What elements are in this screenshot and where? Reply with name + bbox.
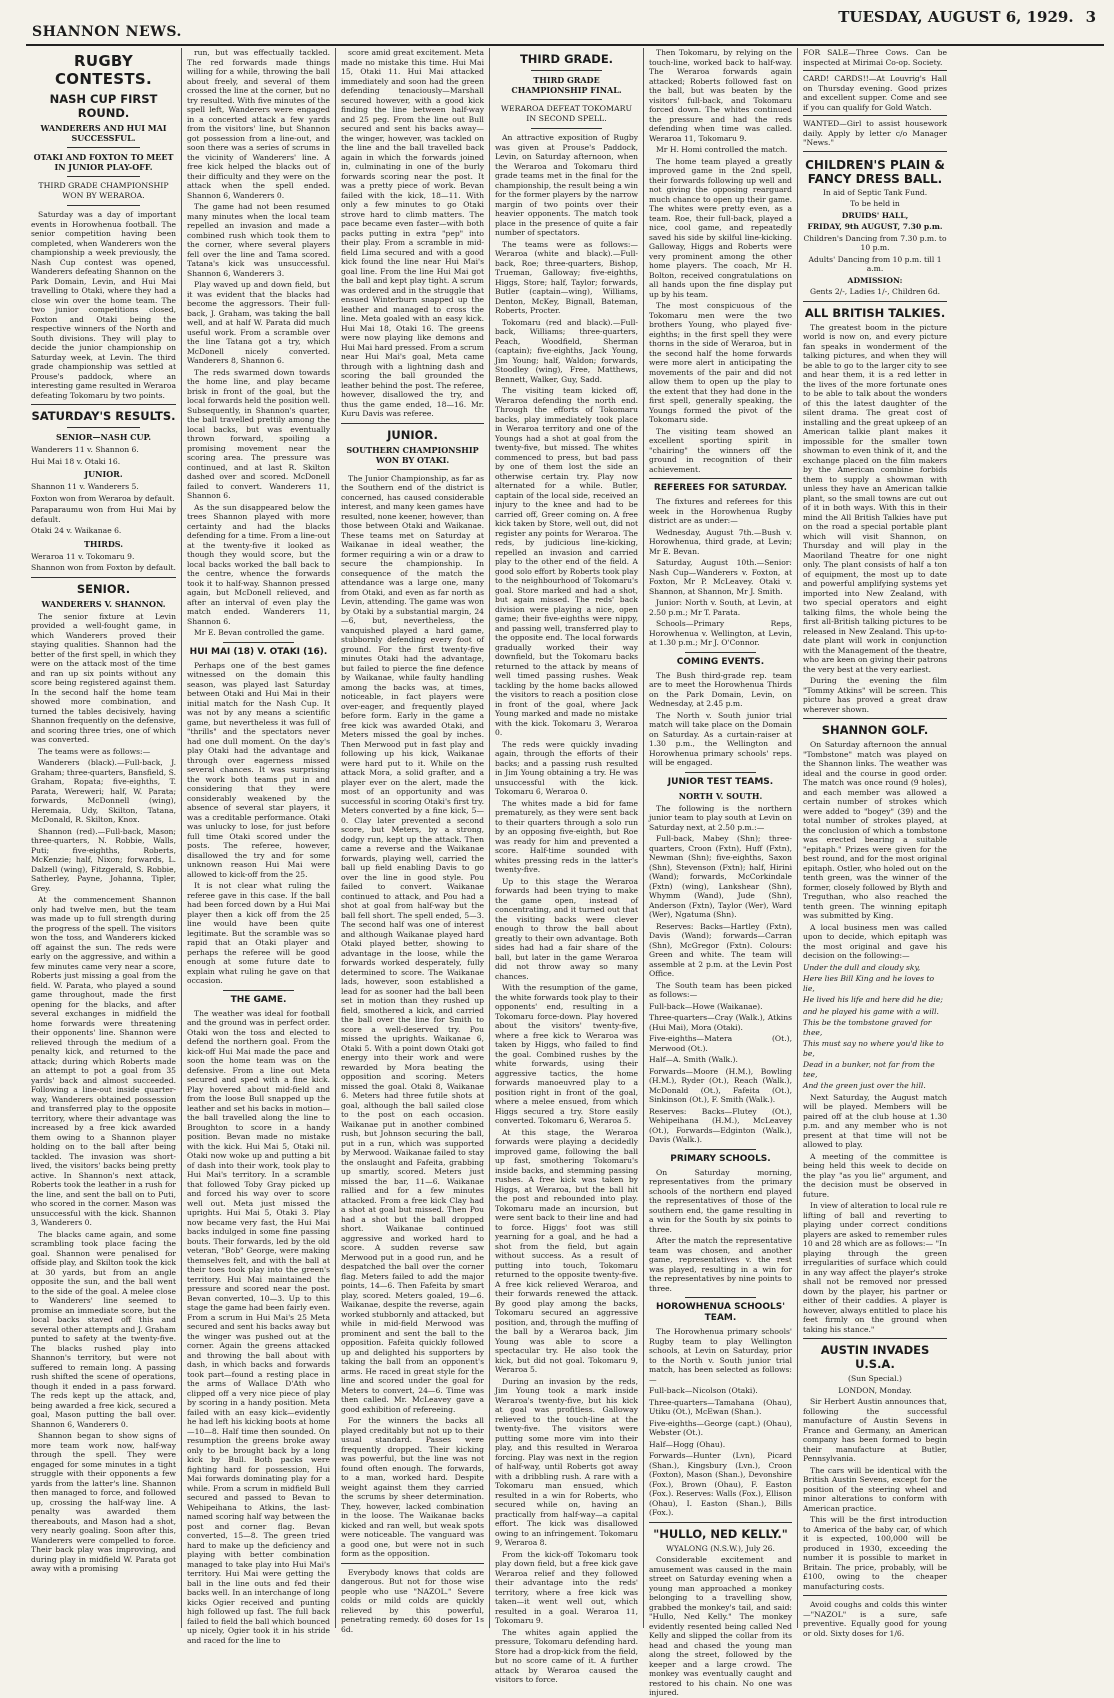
divider <box>803 301 947 302</box>
ball-line: Children's Dancing from 7.30 p.m. to 10 p.m. <box>803 233 947 252</box>
article-paragraph: A local business men was called upon to decide, which epitaph was the most original and gave his decision on the following:— <box>803 922 947 960</box>
dateline: LONDON, Monday. <box>838 1385 912 1395</box>
article-paragraph: Saturday, August 10th.—Senior: Nash Cup—Wanderers v. Foxton, at Foxton, Mr P. McLeavey. Otaki v. Shannon, at Shannon, Mr J. Smith. <box>649 558 792 596</box>
divider <box>223 990 295 991</box>
advertisement-nazol: Everybody knows that colds are dangerous. But not for those wise people who use "NAZOL." Severe colds or mild colds are quickly relieved by this powerful, penetrating remedy. 60 doses for 1s 6d. <box>341 1567 484 1634</box>
article-paragraph: Play waved up and down field, but it was evident that the blacks had become the aggressors. Their full-back, J. Graham, was taking the ball well, and at half W. Parata did much useful work. From a scramble over the line Tatana got a try, which McDonell nicely converted. Wanderers 8, Shannon 6. <box>187 280 330 365</box>
dateline: WYALONG (N.S.W.), July 26. <box>666 1543 775 1553</box>
article-paragraph: The following is the northern junior team to play south at Levin on Saturday next, at 2.50 p.m.:— <box>649 803 792 832</box>
divider <box>685 652 757 653</box>
article-paragraph: The greatest boom in the picture world is now on, and every picture fan speaks in wonderment of the talking pictures, and when they will be able to go to the larger city to see and hear them, it is a red letter in the lives of the more fortunate ones to be able to talk about the wonders of this the latest daughter of the silent drama. The great cost of installing and the great upkeep of an American talkie plant makes it impossible for the smaller town showman to even think of it, and the exchange placed on the film makers by the American combine forbids them to supply a showman with unless they have an American talkie plant, so the small towns are cut out of it in both ways. With this in their mind the All British Talkies have put on the road a special portable plant which will visit Shannon, on Thursday and will play in the Maoriland Theatre for one night only. The plant consists of half a ton of equipment, the most up to date and powerful amplifying systems yet imported into New Zealand, with two special operators and eight talking films, the whole being the first all-British talking pictures to be released in New Zealand. This up-to-date plant will work in conjunction with the Management of the theatre, who are keen on giving their patrons the very best at the very earliest. <box>803 322 947 674</box>
team-line: Three-quarters—Tamahana (Ohau), Utiku (Ot.), McEwan (Shan.). <box>649 1397 792 1416</box>
results-senior-label: SENIOR—NASH CUP. <box>55 432 151 442</box>
article-paragraph: score amid great excitement. Meta made no mistake this time. Hui Mai 15, Otaki 11. Hui Mai attacked immediately and soon had the green defending tenaciously—Marshall secured however, with a good kick finding the line between half-way and 25 peg. From the line out Bull secured and sent his backs away—the winger, however, was tackled on the line and the ball travelled back again in which the forwards joined in, culminating in one of the burly forwards scoring near the post. It was a pretty piece of work. Bevan failed with the kick, 18—11. With only a few minutes to go Otaki strove hard to climb matters. The pace became even faster—with both packs putting in extra "pep" into their play. From a scramble in mid-field Lima secured and with a good kick found the line near Hui Mai's goal line. From the line Hui Mai got the ball and kept play tight. A scrum was ordered and in the struggle that ensued Winterburn snapped up the leather and managed to cross the line. Meta goaled with an easy kick. Hui Mai 18, Otaki 16. The greens were now playing like demons and Hui Mai hard pressed. From a scrum near Hui Mai's goal, Meta came through with a lightning dash and scoring the ball grounded the leather behind the post. The referee, however, disallowed the try, and thus the game ended, 18—16. Mr. Kuru Davis was referee. <box>341 48 484 418</box>
article-paragraph: The visiting team showed an excellent sporting spirit in "chairing" the winners off the ground in recognition of their achievement. <box>649 426 792 474</box>
article-paragraph: Wednesday, August 7th.—Bush v. Horowhenua, third grade, at Levin; Mr E. Bevan. <box>649 527 792 556</box>
article-paragraph: On Saturday afternoon the annual "Tombstone" match was played on the Shannon links. The weather was ideal and the course in good order. The match was once round (9 holes), and each member was allowed a certain number of strokes which were added to "bogey" (39) and the total number of strokes played, at the conclusion of which a tombstone was erected bearing a suitable "epitaph." Prizes were given for the best round, and for the most original epitaph. Ostler, who holed out on the tenth green, was the winner of the former, closely followed by Blyth and Treguthan, who also reached the tenth green. The winning epitaph was submitted by King. <box>803 740 947 920</box>
divider <box>67 205 140 206</box>
classified-cards <box>803 70 947 112</box>
article-paragraph: Shannon (red).—Full-back, Mason; three-quarters, N. Robbie, Walls, Puti; five-eighths, Roberts, McKenzie; half, Nixon; forwards, L. Dalzell (wing), Fitzgerald, S. Robbie, Satherley, Payne, Johanna, Tipler, Grey. <box>31 826 176 893</box>
article-paragraph: The game had not been resumed many minutes when the local team repelled an invasion and made a combined rush which took them to the corner, where several players fell over the line and Tama scored. Tatana's kick was unsuccessful. Shannon 6, Wanderers 3. <box>187 202 330 278</box>
article-paragraph: Junior: North v. South, at Levin, at 2.50 p.m.; Mr T. Parata. <box>649 598 792 617</box>
article-paragraph: During an invasion by the reds, Jim Young took a mark inside Weraroa's twenty-five, but his kick at goal was profitless. Galloway relieved to the touch-line at the twenty-five. The visitors were putting some more vim into their play, and this resulted in Weraroa forcing. Play was next in the region of half-way, until Roberts got away with a dribbling rush. A rare with a Tokomaru man ensued, which resulted in a win for Roberts, who secured while on, having an practically from half-way—a capital effort. The kick was disallowed owing to an infringement. Tokomaru 9, Weraroa 8. <box>495 1376 638 1547</box>
team-line: Half—A. Smith (Walk.). <box>649 1055 738 1064</box>
divider <box>341 423 484 424</box>
divider <box>685 772 757 773</box>
ball-date: FRIDAY, 9th AUGUST, 7.30 p.m. <box>807 222 943 231</box>
article-paragraph: An attractive exposition of Rugby was given at Prouse's Paddock, Levin, on Saturday afternoon, when the Weraroa and Tokomaru third grade teams met in the final for the championship, the result being a win for the former players by the narrow margin of two points over their heavier opponents. The match took place in the presence of quite a fair number of spectators. <box>495 133 638 237</box>
team-line: Forwards—Hunter (Lvn), Picard (Shan.), Kingsbury (Lvn.), Croon (Foxton), Mason (Shan.), Devonshire (Fox.), Brown (Ohau), F. Easton (Fox.). Reserves: Walls (Fox.), Ellison (Ohau), I. Easton (Shan.), Bills (Fox.). <box>649 1451 792 1517</box>
headline-primary-schools: PRIMARY SCHOOLS. <box>670 1153 771 1164</box>
divider <box>223 642 295 643</box>
column-4 <box>490 48 644 1684</box>
headline-coming-events: COMING EVENTS. <box>676 656 765 667</box>
headline-nash-cup: NASH CUP FIRST ROUND. <box>49 92 158 120</box>
divider <box>31 577 176 578</box>
divider <box>31 404 176 405</box>
team-line: Five-eighths—George (capt.) (Ohau), Webster (Ot.). <box>649 1418 792 1437</box>
article-paragraph: The senior fixture at Levin provided a well-fought game, in which Wanderers proved their staying qualities. Shannon had the better of the first spell, in which they were on the attack most of the time and ran up six points without any score being registered against them. In the second half the home team showed more combination, and turned the tables decisively, having Shannon frequently on the defensive, and scoring three tries, one of which was converted. <box>31 611 176 744</box>
headline-the-game: THE GAME. <box>230 994 287 1005</box>
article-paragraph: At the commencement Shannon only had twelve men, but the team was made up to full strength during the progress of the spell. The visitors won the toss, and Wanderers kicked off against the sun. The reds were early on the aggressive, and within a few minutes came very near a score, Roberts just missing a goal from the field. W. Parata, who played a sound game throughout, made the first opening for the blacks, and after several exchanges in midfield the home forwards were threatening their opponents' line. Shannon were relieved through the medium of a penalty kick, and returned to the attack; during which Roberts made an attempt to pot a goal from 35 yards' back and almost succeeded. Following a line-out inside quarter-way, Wanderers obtained possession and transferred play to the opposite territory, where their advantage was increased by a free kick awarded them owing to a Shannon player holding on to the ball after being tackled. The invasion was short-lived, the visitors' backs being pretty active. In Shannon's next attack, Roberts took the leather in a rush for the line, and sent the ball on to Puti, who scored in the corner. Mason was unsuccessful with the kick. Shannon 3, Wanderers 0. <box>31 895 176 1227</box>
divider <box>67 147 140 148</box>
result-line: Shannon 11 v. Wanderers 5. <box>31 482 139 491</box>
article-paragraph: Next Saturday, the August match will be played. Members will be paired off at the club house at 1.30 p.m. and any member who is not present at that time will not be allowed to play. <box>803 1092 947 1149</box>
paper-name: SHANNON NEWS. <box>32 24 182 40</box>
epitaph-line: and he played his game with a will. <box>803 1006 939 1016</box>
article-paragraph: The reds were quickly invading again, through the efforts of their backs; and a passing rush resulted in Jim Young obtaining a try. He was unsuccessful with the kick. Tokomaru 6, Weraroa 0. <box>495 739 638 796</box>
article-paragraph: Full-back, Mabey (Shn); three-quarters, Croon (Fxtn), Huff (Fxtn), Newman (Shn); five-eighths, Saxon (Shn), Stevenson (Fxtn); half, Hirini (Wand); forwards, McCorkindale (Fxtn) (wing), Lankshear (Shn), Whymm (Wand), Jude (Shn), Anderson (Fxtn), Taylor (Wer), Ward (Wer), Ngatuma (Shn). <box>649 834 792 919</box>
article-paragraph: Sir Herbert Austin announces that, following the successful manufacture of Austin Sevens in France and Germany, an American company has been formed to begin their manufacture at Butler, Pennsylvania. <box>803 1397 947 1463</box>
article-paragraph: Tokomaru (red and black).—Full-back, Williams; three-quarters, Peach, Woodfield, Sherman (captain); five-eighths, Jack Young, Jim Young; half, Waldon; forwards, Stoodley (wing), Free, Matthews, Bennett, Walker, Guy, Sadd. <box>495 317 638 384</box>
headline-junior: JUNIOR. <box>387 427 438 442</box>
headline-senior: SENIOR. <box>76 581 131 596</box>
team-line: Five-eighths—Matera (Ot.), Merwood (Ot.). <box>649 1034 792 1053</box>
article-paragraph: From the kick-off Tokomaru took play down field, but a free kick gave Weraroa relief and they followed their advantage into the reds' territory, where a free kick was taken—it went well out, which resulted in a goal. Weraroa 11, Tokomaru 9. <box>495 1549 638 1625</box>
ball-line: Gents 2/-, Ladies 1/-, Children 6d. <box>810 287 940 296</box>
epitaph-line: This be the tombstone graved for thee, <box>803 1018 932 1037</box>
article-paragraph: The North v. South junior trial match will take place on the Domain on Saturday. As a curtain-raiser at 1.30 p.m., the Wellington and Horowhenua primary schools' reps. will be engaged. <box>649 710 792 767</box>
divider <box>67 176 140 177</box>
article-paragraph: The Horowhenua primary schools' Rugby team to play Wellington schools, at Levin on Saturday, prior to the North v. South junior trial match, has been selected as follows:— <box>649 1327 792 1384</box>
epitaph-line: He lived his life and here did he die; <box>803 995 943 1004</box>
article-paragraph: In view of alteration to local rule re lifting of ball and reverting to playing under correct conditions players are asked to remember rules 10 and 28 which are as follows:— "In playing through the green irregularities of surface which could in any way affect the player's stroke shall not be removed nor pressed down by the player, his partner or either of their caddies. A player is however, always entitled to place his feet firmly on the ground when taking his stance." <box>803 1201 947 1334</box>
result-line: Foxton won from Weraroa by default. <box>31 493 175 503</box>
result-line: Wanderers 11 v. Shannon 6. <box>31 445 139 454</box>
article-paragraph: At this stage, the Weraroa forwards were playing a decidedly improved game, following the ball up fast, smothering Tokomaru's inside backs, and stemming passing rushes. A free kick was taken by Higgs, at Weraroa, but the ball hit the post and rebounded into play. Tokomaru made an incursion, but were sent back to their line and had to force. Higgs' foot was still yearning for a goal, and he had a shot from the field, but again without success. As a result of putting into touch, Tokomaru returned to the opposite twenty-five. A free kick relieved Weraroa, and their forwards renewed the attack. By good play among the backs, Tokomaru secured an aggressive position, and, through the muffing of the ball by a Weraroa back, Jim Young was able to score a spectacular try. He also took the kick, but did not goal. Tokomaru 9, Weraroa 5. <box>495 1127 638 1374</box>
epitaph-line: This must say no where you'd like to be, <box>803 1039 944 1058</box>
column-6 <box>798 48 952 1638</box>
article-paragraph: The most conspicuous of the Tokomaru men were the two brothers Young, who played five-eighths; in the first spell they were thorns in the side of Weraroa, but in the second half the home forwards were more alert in anticipating the movements of the pair and did not allow them to open up the play to the extent that they had done in the first spell, generally speaking, the Youngs formed the pivot of the Tokomaru side. <box>649 301 792 424</box>
results-thirds-label: THIRDS. <box>83 538 124 549</box>
masthead-rule <box>26 44 1104 46</box>
article-paragraph: This will be the first introduction to America of the baby car, of which it is expected, 100,000 will be produced in 1930, exceeding the number it is possible to market in Britain. The price, probably, will be £100, owing to the cheaper manufacturing costs. <box>803 1515 947 1591</box>
ball-line: In aid of Septic Tank Fund. <box>822 187 928 197</box>
article-paragraph: The visiting team kicked off, Weraroa defending the north end. Through the efforts of Tokomaru backs, play immediately took place in Weraroa territory and one of the Youngs had a shot at goal from the twenty-five, but missed. The whites commenced to press, but bad pass by one of them lost the side an otherwise certain try. Play now alternated for a while. Butler, captain of the local side, received an injury to the knee and had to be carried off, Greer coming on. A free kick taken by Store, well out, did not register any points for Weraroa. The reds, by judicious line-kicking, repelled an invasion and carried play to the other end of the field. A good solo effort by Roberts took play to the neighbourhood of Tokomaru's goal. Store marked and had a shot, but again missed. The reds' back division were playing a nice, open game; their five-eighths were nippy, and passing well, transferred play to the opposite end. The local forwards gradually worked their way downfield, but the Tokomaru backs returned to the attack by means of well timed passing rushes. Weak tackling by the home backs allowed the visitors to reach a position close in front of the goal, where Jack Young marked and made no mistake with the kick. Tokomaru 3, Weraroa 0. <box>495 386 638 737</box>
article-paragraph: The fixtures and referees for this week in the Horowhenua Rugby district are as under:— <box>649 497 792 525</box>
article-paragraph: The reds swarmed down towards the home line, and play became brisk in front of the goal, but the local forwards held the position well. Subsequently, in Shannon's quarter, the ball travelled prettily among the local backs, but was eventually thrown forward, spoiling a promising movement near the scoring area. The pressure was continued, and at last R. Skilton dashed over and scored. McDonell failed to convert. Wanderers 11, Shannon 6. <box>187 367 330 500</box>
divider <box>803 718 947 719</box>
ball-line: Adults' Dancing from 10 p.m. till 1 a.m. <box>808 254 942 273</box>
article-paragraph: The South team has been picked as follows:— <box>649 980 792 999</box>
article-paragraph: The Junior Championship, as far as the Southern end of the district is concerned, has caused considerable interest, and many keen games have resulted, none keener, however, than those between Otaki and Waikanae. These teams met on Saturday at Waikanae in ideal weather, the former requiring a win or a draw to secure the championship. In consequence of the match the attendance was a large one, many from Otaki, and even as far north as Levin, attending. The game was won by Otaki by a substantial margin, 24—6, but, nevertheless, the vanquished played a hard game, stubbornly defending every foot of ground. For the first twenty-five minutes Otaki had the advantage, but failed to pierce the fine defence by Waikanae, while faulty handling among the backs was, at times, noticeable, in fact players were over-eager, and frequently played before form. Early in the game a free kick was awarded Otaki, and Meters missed the goal by inches. Then Merwood put in fast play and following up his kick, Waikanae were hard put to it. While on the attack Mora, a solid grafter, and a player ever on the alert, made the most of an opportunity and was successful in scoring Otaki's first try. Meters converted by a fine kick, 5—0. Clay later prevented a second score, but Meters, by a strong, dodgy run, kept up the attack. Then came a reverse and the Waikanae forwards, playing well, carried the ball up field enabling Davis to go over the line in good style. Pou failed to convert. Waikanae continued to attack, and Pou had a shot at goal from half-way but the ball fell short. The spell ended, 5—3. The second half was one of interest and although Waikanae played hard Otaki played better, showing to advantage in the loose, while the forwards worked desperately, fully determined to score. The Waikanae lads, however, soon established a lead for as sooner had the ball been set in motion than they rushed up field, smothered a kick, and carried the ball over the line for Smith to score a well-deserved try. Pou missed the uprights. Waikanae 6, Otaki 5. With a point down Otaki got energy into their work and were rewarded by Mora beating the opposition and scoring. Meters missed the goal. Otaki 8, Waikanae 6. Meters had three futile shots at goal, although the ball sailed close to the post on each occasion. Waikanae put in another combined rush, but Johnson securing the ball, put in a run, which was supported by Merwood. Waikanae failed to stay the onslaught and Fafeita, grabbing up smartly, scored. Meters just missed the bar, 11—6. Waikanae rallied and for a few minutes attacked. From a free kick Clay had a shot at goal but missed. Then Pou had a shot but the ball dropped short. Waikanae continued aggressive and worked hard to score. A sudden reverse saw Merwood put in a good run, and he despatched the ball over the corner flag. Meters failed to add the major points, 14—6. Then Fafeita by smart play, scored. Meters goaled, 19—6. Waikanae, despite the reverse, again worked stubbornly and attacked, but while in mid-field Merwood was prominent and sent the ball to the opposition. Fafeita quickly followed up and delighted his supporters by taking the ball from an opponent's arms. He raced in great style for the line and scored under the goal for Meters to convert, 24—6. Time was then called. Mr. McLeavey gave a good exhibition of refereeing. <box>341 473 484 1414</box>
divider <box>803 1338 947 1339</box>
page-number: 3 <box>1085 8 1096 26</box>
divider <box>531 70 603 71</box>
team-line: Reserves: Backs—Flutey (Ot.), Wehipeihana (H.M.), McLeavey (Ot.), Forwards—Edginton (Walk.), Davis (Walk.). <box>649 1106 792 1144</box>
divider <box>67 427 140 428</box>
divider <box>685 1297 757 1298</box>
classified-text: CARD! CARDS!!—At Louvrig's Hall on Thursday evening. Good prizes and excellent supper. Come and see if you can qualify for Gold Watch. <box>803 74 947 112</box>
article-paragraph: Mr E. Bevan controlled the game. <box>194 628 325 637</box>
article-paragraph: The Bush third-grade rep. team are to meet the Horowhenua Thirds on the Park Domain, Levin, on Wednesday, at 2.45 p.m. <box>649 670 792 708</box>
subhead-wanderers-huimai: WANDERERS AND HUI MAI SUCCESSFUL. <box>40 123 167 143</box>
column-2 <box>182 48 336 1645</box>
epitaph-line: And the green just over the hill. <box>803 1081 926 1090</box>
divider <box>531 128 603 129</box>
article-paragraph: The home team played a greatly improved game in the 2nd spell, their forwards following up well and not giving the opposing rearguard much chance to open up their game. The whites were pretty even, as a team. Roe, their full-back, played a nice, cool game, and repeatedly saved his side by skilful line-kicking. Galloway, Higgs and Roberts were very prominent among the other home players. The coach, Mr H. Bolton, received congratulations on all hands upon the fine display put up by his team. <box>649 156 792 299</box>
article-paragraph: For the winners the backs all played creditably but not up to their usual standard. Passes were frequently dropped. Their kicking was powerful, but the line was not found often enough. The forwards, to a man, worked hard. Despite weight against them they carried the scrums by sheer determination. They, however, lacked combination in the loose. The Waikanae backs kicked and ran well, but weak spots were noticeable. The vanguard was a good one, but were not in such form as the opposition. <box>341 1416 484 1558</box>
headline-golf: SHANNON GOLF. <box>821 723 929 737</box>
subhead-otaki-foxton: OTAKI AND FOXTON TO MEET IN JUNIOR PLAY-OFF. <box>33 152 174 172</box>
result-line: Otaki 24 v. Waikanae 6. <box>31 526 122 535</box>
article-paragraph: Saturday was a day of important events in Horowhenua football. The senior competition having been completed, when Wanderers won the championship a week previously, the Nash Cup contest was opened, Wanderers defeating Shannon on the Park Domain, Levin, and Hui Mai travelling to Otaki, where they had a close win over the home team. The two junior competitions closed, Foxton and Otaki being the respective winners of the North and South divisions. They will play to decide the junior championship on Saturday week, at Levin. The third grade championship was settled at Prouse's paddock, where an interesting game resulted in Weraroa defeating Tokomaru by two points. <box>31 210 176 400</box>
divider <box>341 1563 484 1564</box>
article-paragraph: Wanderers (black).—Full-back, J. Graham; three-quarters, Bansfield, S. Graham, Ropata; five-eighths, T. Parata, Wereweri; half, W. Parata; forwards, McDonnell (wing), Heremaia, Udy, Skilton, Tatana, McDonald, R. Skilton, Knox. <box>31 758 176 824</box>
article-paragraph: Reserves: Backs—Hartley (Fxtn), Davis (Wand); forwards—Carran (Shn), McGregor (Fxtn). Colours: Green and white. The team will assemble at 2 p.m. at the Levin Post Office. <box>649 921 792 978</box>
team-line: Half—Hogg (Ohau). <box>649 1439 726 1449</box>
headline-schools-team: HOROWHENUA SCHOOLS' TEAM. <box>656 1302 785 1323</box>
result-line: Shannon won from Foxton by default. <box>31 563 176 572</box>
date-text: TUESDAY, AUGUST 6, 1929. <box>838 8 1074 26</box>
divider <box>377 469 449 470</box>
epitaph-line: Dead in a bunker, not far from the tee, <box>803 1060 935 1079</box>
subhead-southern-championship: SOUTHERN CHAMPIONSHIP WON BY OTAKI. <box>346 444 479 465</box>
team-line: Three-quarters—Cray (Walk.), Atkins (Hui Mai), Mora (Otaki). <box>649 1013 792 1032</box>
classified-wanted <box>803 115 947 148</box>
result-line: Hui Mai 18 v. Otaki 16. <box>31 456 121 466</box>
team-line: Full-back—Howe (Waikanae). <box>649 1001 763 1011</box>
byline: (Sun Special.) <box>848 1374 902 1383</box>
result-line: Paraparaumu won from Hui Mai by default. <box>31 505 176 524</box>
divider <box>649 1522 792 1523</box>
ball-line: To be held in <box>850 199 900 208</box>
article-paragraph: Perhaps one of the best games witnessed on the domain this season, was played last Saturday between Otaki and Hui Mai in their initial match for the Nash Cup. It was not by any means a scientific game, but nevertheless it was full of "thrills" and the spectators never had one dull moment. On the day's play Otaki had the advantage and through over eagerness missed several chances. It was surprising the work both teams put in and considering that they were considerably weakened by the absence of several star players, it was a creditable performance. Otaki was unlucky to lose, for just before full time Otaki scored under the posts. The referee, however, disallowed the try and for some unknown reason Hui Mai were allowed to kick-off from the 25. <box>187 660 330 879</box>
team-line: Full-back—Nicolson (Otaki). <box>649 1386 758 1395</box>
column-5 <box>644 48 798 1697</box>
subhead-wanderers-shannon: WANDERERS V. SHANNON. <box>41 598 166 609</box>
headline-rugby-contests: RUGBY CONTESTS. <box>54 52 153 88</box>
subhead-north-south: NORTH V. SOUTH. <box>678 790 763 801</box>
article-paragraph: The whites again applied the pressure, Tokomaru defending hard. Store had a drop-kick from the field, but no score came of it. A further attack by Weraroa caused the visitors to force. <box>495 1627 638 1684</box>
headline-referees: REFEREES FOR SATURDAY. <box>653 483 788 493</box>
article-paragraph: As the sun disappeared below the trees Shannon played with more certainty and had the blacks defending for a time. From a line-out at the twenty-five it looked as though they would score, but the local backs worked the ball back to the centre, whence the forwards took it to half-way. Shannon pressed again, but McDonell relieved, and after an interval of even play the match ended. Wanderers 11, Shannon 6. <box>187 502 330 626</box>
masthead <box>0 0 1114 44</box>
article-paragraph: Up to this stage the Weraroa forwards had been trying to make the game open, instead of concentrating, and it turned out that the visiting backs were clever enough to throw the ball about greatly to their own advantage. Both sides had had a fair share of the ball, but later in the game Weraroa did not throw away so many chances. <box>495 876 638 981</box>
ball-admission-label: ADMISSION: <box>847 275 903 285</box>
article-paragraph: Shannon began to show signs of more team work now, half-way through the spell. They were engaged for some minutes in a tight struggle with their opponents a few yards from the latter's line. Shannon then managed to force, and followed up, crossing the half-way line. A penalty was awarded them thereabouts, and Mason had a shot, very nearly goaling. Soon after this, Wanderers were compelled to force. Their back play was improving, and during play in midfield W. Parata got away with a promising <box>31 1431 176 1573</box>
article-paragraph: On Saturday morning, representatives from the primary schools of the northern end played the representatives of those of the southern end, the game resulting in a win for the South by six points to three. <box>649 1167 792 1234</box>
ball-venue: DRUIDS' HALL, <box>841 210 909 220</box>
subhead-third-grade: THIRD GRADE CHAMPIONSHIP WON BY WERAROA. <box>38 181 169 200</box>
epitaph-line: Here lies Bill King and he loves to lie, <box>803 974 935 993</box>
article-paragraph: A meeting of the committee is being held this week to decide on the play "as you lie" argument, and the decision must be observed in future. <box>803 1151 947 1199</box>
headline-ned-kelly: "HULLO, NED KELLY." <box>653 1526 788 1541</box>
headline-third-grade: THIRD GRADE. <box>519 52 614 66</box>
divider <box>803 1595 947 1596</box>
divider <box>531 99 603 100</box>
advertisement-nazol: Avoid coughs and colds this winter —"NAZOL" is a sure, safe preventive. Equally good for young or old. Sixty doses for 1/6. <box>803 1600 947 1638</box>
epitaph-line: Under the dull and cloudy sky, <box>803 962 921 972</box>
article-paragraph: It is not clear what ruling the referee gave in this case. If the ball had been forced down by a Hui Mai player then a kick off from the 25 line would have been quite legitimate. But the scramble was so rapid that an Otaki player and perhaps the referee will be good enough at some future date to explain what ruling he gave on that occasion. <box>187 881 330 985</box>
article-paragraph: The teams were as follows:—Weraroa (white and black).—Full-back, Roe; three-quarters, Bishop, Trueman, Galloway; five-eighths, Higgs, Store; half, Taylor; forwards, Butler (captain—wing), Williams, Denton, McKey, Bignall, Bateman, Roberts, Procter. <box>495 239 638 315</box>
article-paragraph: With the resumption of the game, the white forwards took play to their opponents' end, resulting in a Tokomaru force-down. Play hovered about the visitors' twenty-five, where a free kick to Weraroa was taken by Higgs, who failed to find the goal. Combined rushes by the white forwards, using their aggressive tactics, the home forwards manoeuvred play to a position right in front of the goal, where a melee ensued, from which Higgs secured a try. Store easily converted. Tokomaru 6, Weraroa 5. <box>495 983 638 1125</box>
article-paragraph: The cars will be identical with the British Austin Sevens, except for the position of the steering wheel and minor alterations to conform with American practice. <box>803 1465 947 1513</box>
divider <box>649 478 792 479</box>
column-3 <box>336 48 490 1634</box>
classified-for-sale: FOR SALE—Three Cows. Can be inspected at Mirimai Co-op. Society. <box>803 48 947 67</box>
headline-huimai-otaki: HUI MAI (18) V. OTAKI (16). <box>189 646 328 657</box>
classified-text: WANTED—Girl to assist housework daily. Apply by letter c/o Manager "News." <box>803 119 947 147</box>
ball-title: CHILDREN'S PLAIN & FANCY DRESS BALL. <box>805 157 945 186</box>
article-paragraph: Schools—Primary Reps, Horowhenua v. Wellington, at Levin, at 1.30 p.m.; Mr J. O'Connor. <box>649 619 792 647</box>
article-paragraph: Considerable excitement and amusement was caused in the main street on Saturday evening when a young man approached a monkey belonging to a travelling show, grabbed the monkey's tail, and said: "Hullo, Ned Kelly." The monkey evidently resented being called Ned Kelly and slipped the collar from its head and chased the young man along the street, followed by the keeper and a large crowd. The monkey was eventually caught and restored to his chain. No one was injured. <box>649 1555 792 1697</box>
article-paragraph: The whites made a bid for fame prematurely, as they were sent back to their quarters through a solo run by an opposing five-eighth, but Roe was ready for him and prevented a score. Half-time sounded with whites pressing reds in the latter's twenty-five. <box>495 798 638 874</box>
issue-date <box>838 8 1096 26</box>
headline-austin: AUSTIN INVADES U.S.A. <box>820 1343 930 1371</box>
team-line: Forwards—Moore (H.M.), Bowling (H.M.), Ryder (Ot.), Reach (Walk.), McDonald (Ot.), Fafeita (Ot.), Sinkinson (Ot.), F. Smith (Walk.). <box>649 1066 792 1104</box>
article-paragraph: After the match the representative team was chosen, and another game, representatives v. the rest was played, resulting in a win for the representatives by nine points to three. <box>649 1236 792 1293</box>
article-paragraph: Mr H. Homi controlled the match. <box>656 145 788 154</box>
article-paragraph: The teams were as follows:— <box>38 746 151 756</box>
article-paragraph: run, but was effectually tackled. The red forwards made things willing for a while, throwing the ball about freely, and several of them crossed the line at the corner, but no try resulted. With five minutes of the spell left, Wanderers were engaged in a concerted attack a few yards from the visitors' line, but Shannon got possession from a line-out, and soon there was a series of scrums in the vicinity of Wanderers' line. A free kick helped the blacks out of their difficulty and they were on the attack when the spell ended. Shannon 6, Wanderers 0. <box>187 48 330 200</box>
article-paragraph: During the evening the film "Tommy Atkins" will be screen. This picture has proved a great draw wherever shown. <box>803 676 947 714</box>
results-junior-label: JUNIOR. <box>84 469 123 479</box>
result-line: Weraroa 11 v. Tokomaru 9. <box>31 551 135 561</box>
headline-results: SATURDAY'S RESULTS. <box>31 409 176 423</box>
divider <box>685 1149 757 1150</box>
page-columns <box>26 48 1104 1697</box>
headline-junior-test: JUNIOR TEST TEAMS. <box>667 776 774 787</box>
advertisement-dress-ball <box>803 151 947 297</box>
headline-talkies: ALL BRITISH TALKIES. <box>804 305 946 320</box>
article-paragraph: The weather was ideal for football and the ground was in perfect order. Otaki won the toss and elected to defend the northern goal. From the kick-off Hui Mai made the pace and soon the home team was on the defensive. From a line out Meta secured and sped with a fine kick. Play hovered about mid-field and from the loose Bull snapped up the leather and set his backs in motion—the ball travelled along the line to Broughton to score in a handy position. Bevan made no mistake with the kick. Hui Mai 5, Otaki nil. Otaki now woke up and putting a bit of dash into their work, took play to Hui Mai's territory. In a scramble that followed Toby Gray picked up and forced his way over to score well out. Meta just missed the uprights. Hui Mai 5, Otaki 3. Play now became very fast, the Hui Mai backs indulged in some fine passing bouts. Their forwards, led by the old veteran, "Bob" George, were making themselves felt, and with the ball at their toes took play into the green's territory. Hui Mai maintained the pressure and scored near the post. Bevan converted, 10—3. Up to this stage the game had been fairly even. From a scrum in Hui Mai's 25 Meta secured and sent his backs away but the winger was pushed out at the corner. Again the greens attacked and throwing the ball about with dash, in which backs and forwards took part—found a resting place in the arms of Wallace D'Ath who clipped off a very nice piece of play by scoring in a handy position. Meta failed with an easy kick—evidently he had left his kicking boots at home—10—8. Half time then sounded. On resumption the greens broke away only to be brought back by a long kick by Bull. Both packs were fighting hard for possession, Hui Mai forwards dominating play for a while. From a scrum in midfield Bull secured and passed to Bevan to Wehipeihana to Atkins, the last-named scoring half way between the post and corner flag. Bevan converted, 15—8. The green tried hard to make up the deficiency and playing with better combination managed to take play into Hui Mai's territory. Hui Mai were getting the ball in the line outs and fed their backs well. In an interchange of long kicks Ogier received and punting high followed up fast. The full back failed to field the ball which bounced up nicely, Ogier took it in his stride and raced for the line to <box>187 1008 330 1645</box>
article-paragraph: Then Tokomaru, by relying on the touch-line, worked back to half-way. The Weraroa forwards again attacked; Roberts followed fast on the ball, but was beaten by the visitors' full-back, and Tokomaru forced down. The whites continued the pressure and had the reds defending when time was called. Weraroa 11, Tokomaru 9. <box>649 48 792 143</box>
subhead-weraroa-defeat: WERAROA DEFEAT TOKOMARU IN SECOND SPELL. <box>500 104 633 123</box>
subhead-championship-final: THIRD GRADE CHAMPIONSHIP FINAL. <box>511 75 622 95</box>
column-1 <box>26 48 182 1628</box>
article-paragraph: The blacks came again, and some scrambling took place facing the goal. Shannon were penalised for offside play, and Skilton took the kick at 30 yards, but from an angle opposite the sun, and the ball went to the side of the goal. A melee close to Wanderers' line seemed to promise an immediate score, but the local backs staved off this and several other attempts and J. Graham punted to safety at the twenty-five. The blacks rushed play into Shannon's territory, but were not suffered to remain long. A passing rush shifted the scene of operations, though it ended in a pass forward. The reds kept up the attack, and, being awarded a free kick, secured a goal, Mason putting the ball over. Shannon 6, Wanderers 0. <box>31 1229 176 1429</box>
